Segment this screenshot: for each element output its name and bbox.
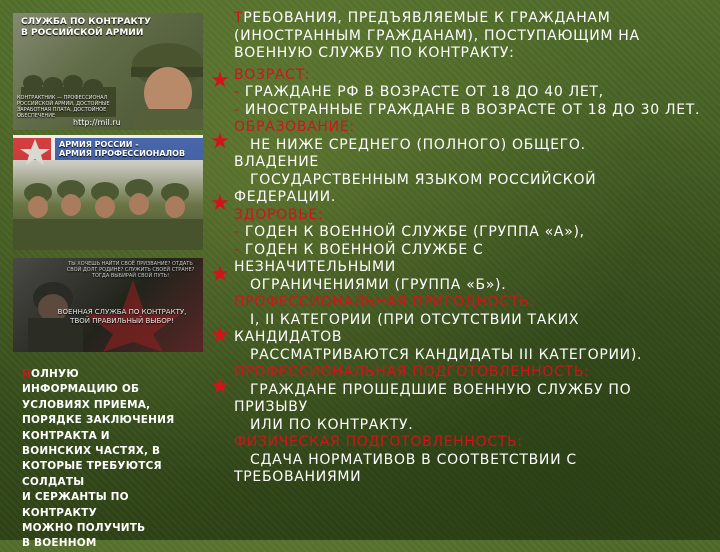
poster-url: http://mil.ru: [73, 118, 121, 127]
list-item: - ИНОСТРАННЫЕ ГРАЖДАНЕ В ВОЗРАСТЕ ОТ 18 ДО 30 ЛЕТ.: [234, 101, 701, 118]
poster-army-professionals: [13, 135, 203, 250]
page-title: ТРЕБОВАНИЯ, ПРЕДЪЯВЛЯЕМЫЕ К ГРАЖДАНАМ (ИНОСТРАННЫМ ГРАЖДАНАМ), ПОСТУПАЮЩИМ НА ВОЕННУЮ СЛУЖБУ ПО КОНТРАКТУ:: [234, 10, 640, 61]
list-item: НЕЗНАЧИТЕЛЬНЫМИ: [234, 259, 396, 275]
list-item: ФЕДЕРАЦИИ.: [234, 189, 336, 205]
star-icon: ★: [210, 262, 230, 287]
poster-title: АРМИЯ РОССИИ - АРМИЯ ПРОФЕССИОНАЛОВ: [59, 140, 186, 158]
star-icon: ★: [210, 68, 230, 93]
poster-small-text: КОНТРАКТНИК — ПРОФЕССИОНАЛ РОССИЙСКОЙ АРМИИ, ДОСТОЙНЫЕ ЗАРАБОТНАЯ ПЛАТА, ДОСТОЙНОЕ ОБЕСПЕЧЕНИЕ: [17, 95, 110, 119]
list-item: РАССМАТРИВАЮТСЯ КАНДИДАТЫ III КАТЕГОРИИ).: [250, 346, 643, 363]
list-item: СДАЧА НОРМАТИВОВ В СООТВЕТСТВИИ С: [250, 451, 577, 468]
star-icon: ★: [210, 129, 230, 154]
list-item: КАНДИДАТОВ: [234, 329, 343, 345]
list-item: ИЛИ ПО КОНТРАКТУ.: [250, 416, 414, 433]
list-item: ГРАЖДАНЕ ПРОШЕДШИЕ ВОЕННУЮ СЛУЖБУ ПО: [250, 381, 632, 398]
contact-info-text: ПОЛНУЮ ИНФОРМАЦИЮ ОБ УСЛОВИЯХ ПРИЕМА, ПОРЯДКЕ ЗАКЛЮЧЕНИЯ КОНТРАКТА И ВОИНСКИХ ЧАСТЯХ, В КОТОРЫЕ ТРЕБУЮТСЯ СОЛДАТЫ И СЕРЖАНТЫ ПО КОНТРАКТУ МОЖНО ПОЛУЧИТЬ В ВОЕННОМ: [22, 368, 175, 550]
list-item: - ГРАЖДАНЕ РФ В ВОЗРАСТЕ ОТ 18 ДО 40 ЛЕТ,: [234, 84, 604, 100]
poster-right-choice: [13, 258, 203, 352]
section-heading-health: ЗДОРОВЬЕ:: [234, 206, 324, 223]
section-heading-education: ОБРАЗОВАНИЕ:: [234, 119, 355, 135]
list-item: ОГРАНИЧЕНИЯМИ (ГРУППА «Б»).: [250, 276, 507, 293]
poster-contract-service: [13, 13, 203, 130]
poster-bottom-text: ВОЕННАЯ СЛУЖБА ПО КОНТРАКТУ, ТВОЙ ПРАВИЛЬНЫЙ ВЫБОР!: [57, 308, 187, 325]
star-icon: ★: [210, 323, 230, 348]
requirements-text: [234, 10, 718, 487]
list-item: ГОСУДАРСТВЕННЫМ ЯЗЫКОМ РОССИЙСКОЙ: [250, 171, 597, 188]
poster-title: СЛУЖБА ПО КОНТРАКТУ В РОССИЙСКОЙ АРМИИ: [21, 17, 151, 38]
list-item: ПРИЗЫВУ: [234, 399, 308, 415]
star-icon: ★: [210, 374, 230, 399]
section-heading-suitability: ПРОФЕССИОНАЛЬНАЯ ПРИГОДНОСТЬ:: [234, 294, 535, 310]
list-item: - ГОДЕН К ВОЕННОЙ СЛУЖБЕ С: [234, 241, 484, 258]
section-heading-training: ПРОФЕССИОНАЛЬНАЯ ПОДГОТОВЛЕННОСТЬ:: [234, 364, 590, 380]
poster-top-text: ТЫ ХОЧЕШЬ НАЙТИ СВОЁ ПРИЗВАНИЕ? ОТДАТЬ СВОЙ ДОЛГ РОДИНЕ? СЛУЖИТЬ СВОЕЙ СТРАНЕ? ТОГДА ВЫБИРАЙ СВОЙ ПУТЬ!: [66, 261, 195, 279]
list-item: НЕ НИЖЕ СРЕДНЕГО (ПОЛНОГО) ОБЩЕГО.: [250, 136, 586, 153]
list-item: I, II КАТЕГОРИИ (ПРИ ОТСУТСТВИИ ТАКИХ: [250, 311, 580, 328]
drop-cap: П: [22, 368, 31, 380]
list-item: ВЛАДЕНИЕ: [234, 154, 319, 170]
star-icon: ★: [210, 191, 230, 216]
list-item: ТРЕБОВАНИЯМИ: [234, 469, 362, 485]
section-heading-age: ВОЗРАСТ:: [234, 66, 311, 83]
list-item: - ГОДЕН К ВОЕННОЙ СЛУЖБЕ (ГРУППА «А»),: [234, 224, 585, 240]
section-heading-physical: ФИЗИЧЕСКАЯ ПОДГОТОВЛЕННОСТЬ:: [234, 434, 523, 450]
